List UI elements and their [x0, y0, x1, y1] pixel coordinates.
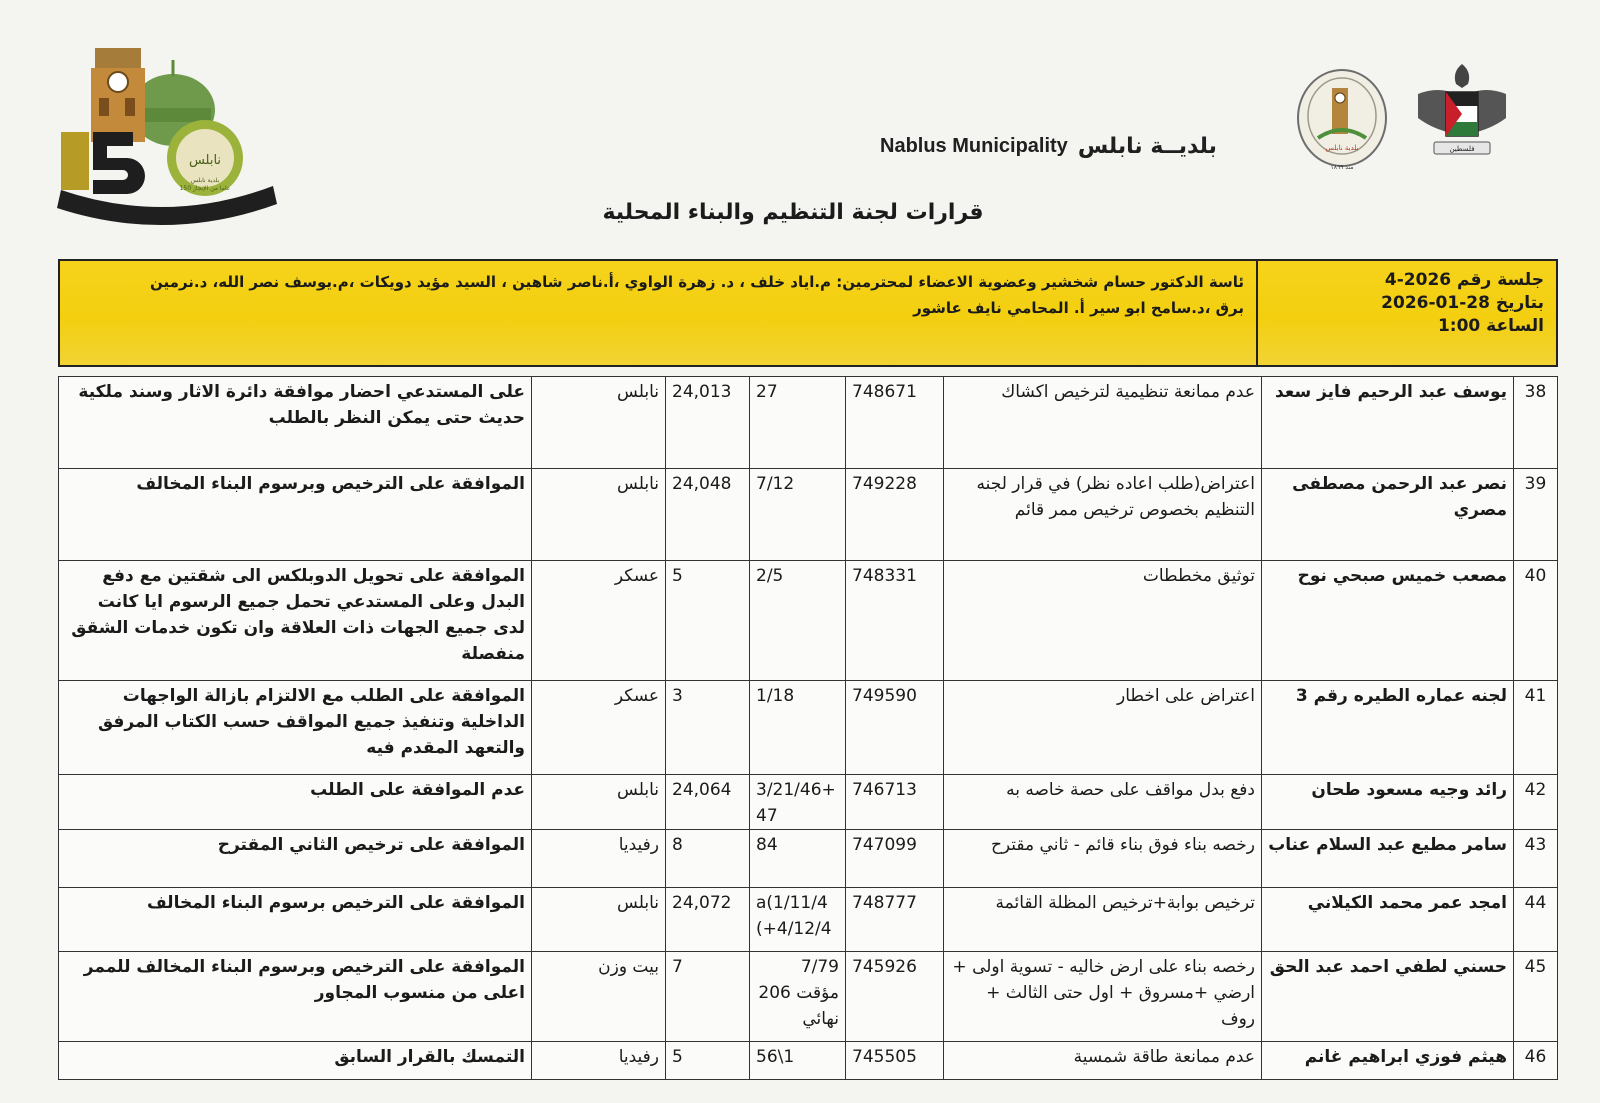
basin-number: 24,072: [666, 888, 750, 952]
session-date: بتاريخ 28-01-2026: [1381, 293, 1544, 313]
applicant-name: حسني لطفي احمد عبد الحق: [1262, 952, 1514, 1042]
session-number: جلسة رقم 2026-4: [1384, 270, 1544, 290]
file-number: 748671: [846, 377, 944, 469]
plot-number: 1/18: [750, 681, 846, 775]
request-type: عدم ممانعة طاقة شمسية: [944, 1042, 1262, 1080]
row-number: 43: [1514, 830, 1558, 888]
committee-decision: عدم الموافقة على الطلب: [59, 775, 532, 830]
seal-text: بلدية نابلس: [1325, 144, 1359, 152]
municipality-name-ar: بلديــة نابلس: [1077, 133, 1217, 159]
file-number: 747099: [846, 830, 944, 888]
emblem-text: فلسطين: [1449, 145, 1475, 153]
committee-decision: الموافقة على الترخيص وبرسوم البناء المخالف: [59, 469, 532, 561]
area-name: نابلس: [532, 775, 666, 830]
decisions-table: [58, 376, 1558, 1080]
file-number: 748777: [846, 888, 944, 952]
municipality-name: [880, 126, 1300, 166]
applicant-name: لجنه عماره الطيره رقم 3: [1262, 681, 1514, 775]
row-number: 38: [1514, 377, 1558, 469]
basin-number: 24,048: [666, 469, 750, 561]
applicant-name: مصعب خميس صبحي نوح: [1262, 561, 1514, 681]
applicant-name: يوسف عبد الرحيم فايز سعد: [1262, 377, 1514, 469]
request-type: توثيق مخططات: [944, 561, 1262, 681]
table-row: [59, 377, 1558, 469]
area-name: نابلس: [532, 469, 666, 561]
table-row: [59, 952, 1558, 1042]
municipality-name-en: Nablus Municipality: [880, 134, 1068, 157]
area-name: رفيديا: [532, 830, 666, 888]
file-number: 745505: [846, 1042, 944, 1080]
basin-number: 5: [666, 561, 750, 681]
table-row: [59, 888, 1558, 952]
plot-number: 7/79 مؤقت 206 نهائي: [750, 952, 846, 1042]
row-number: 45: [1514, 952, 1558, 1042]
logo-150-caption-1: بلدية نابلس: [190, 177, 220, 184]
basin-number: 7: [666, 952, 750, 1042]
applicant-name: هيثم فوزي ابراهيم غانم: [1262, 1042, 1514, 1080]
file-number: 749590: [846, 681, 944, 775]
committee-decision: الموافقة على الطلب مع الالتزام بازالة الواجهات الداخلية وتنفيذ جميع المواقف حسب الكتاب المرفق والتعهد المقدم فيه: [59, 681, 532, 775]
row-number: 42: [1514, 775, 1558, 830]
plot-number: 7/12: [750, 469, 846, 561]
plot-number: 3/21/46+ 47: [750, 775, 846, 830]
committee-decision: الموافقة على ترخيص الثاني المقترح: [59, 830, 532, 888]
file-number: 748331: [846, 561, 944, 681]
row-number: 40: [1514, 561, 1558, 681]
session-time: الساعة 1:00: [1437, 316, 1544, 336]
request-type: رخصه بناء على ارض خاليه - تسوية اولى + ارضي +مسروق + اول حتى الثالث + روف: [944, 952, 1262, 1042]
applicant-name: امجد عمر محمد الكيلاني: [1262, 888, 1514, 952]
committee-decision: الموافقة على الترخيص برسوم البناء المخالف: [59, 888, 532, 952]
file-number: 746713: [846, 775, 944, 830]
session-members-line-1: ئاسة الدكتور حسام شخشير وعضوية الاعضاء لمحترمين: م.اياد خلف ، د. زهرة الواوي ،أ.ناصر شاهين ، السيد مؤيد دويكات ،م.يوسف نصر الله، د.نرمين: [150, 273, 1244, 291]
basin-number: 24,013: [666, 377, 750, 469]
page-title: قرارات لجنة التنظيم والبناء المحلية: [602, 200, 984, 225]
basin-number: 8: [666, 830, 750, 888]
area-name: عسكر: [532, 681, 666, 775]
table-row: [59, 469, 1558, 561]
session-info: [58, 259, 1558, 367]
request-type: اعتراض على اخطار: [944, 681, 1262, 775]
committee-decision: الموافقة على الترخيص وبرسوم البناء المخالف للممر اعلى من منسوب المجاور: [59, 952, 532, 1042]
applicant-name: سامر مطيع عبد السلام عناب: [1262, 830, 1514, 888]
committee-decision: التمسك بالقرار السابق: [59, 1042, 532, 1080]
palestine-eagle-emblem-icon: [1410, 60, 1514, 160]
row-number: 44: [1514, 888, 1558, 952]
area-name: بيت وزن: [532, 952, 666, 1042]
plot-number: a(1/11/4 (+4/12/4: [750, 888, 846, 952]
table-row: [59, 1042, 1558, 1080]
applicant-name: نصر عبد الرحمن مصطفى مصري: [1262, 469, 1514, 561]
area-name: عسكر: [532, 561, 666, 681]
logo-150-title: نابلس: [188, 153, 222, 168]
request-type: دفع بدل مواقف على حصة خاصه به: [944, 775, 1262, 830]
nablus-150-logo: [55, 40, 280, 230]
logo-150-caption-2: 150 عاما من الإنجاز: [179, 185, 231, 192]
session-meta: [1256, 261, 1556, 365]
applicant-name: رائد وجيه مسعود طحان: [1262, 775, 1514, 830]
basin-number: 5: [666, 1042, 750, 1080]
committee-decision: الموافقة على تحويل الدوبلكس الى شقتين مع دفع البدل وعلى المستدعي تحمل جميع الرسوم ايا كانت لدى جميع الجهات ذات العلاقة وان تكون خدمات الشقق منفصلة: [59, 561, 532, 681]
table-row: [59, 561, 1558, 681]
area-name: نابلس: [532, 377, 666, 469]
row-number: 39: [1514, 469, 1558, 561]
area-name: رفيديا: [532, 1042, 666, 1080]
file-number: 745926: [846, 952, 944, 1042]
basin-number: 3: [666, 681, 750, 775]
request-type: رخصه بناء فوق بناء قائم - ثاني مقترح: [944, 830, 1262, 888]
request-type: اعتراض(طلب اعاده نظر) في قرار لجنه التنظيم بخصوص ترخيص ممر قائم: [944, 469, 1262, 561]
table-row: [59, 775, 1558, 830]
plot-number: 2/5: [750, 561, 846, 681]
area-name: نابلس: [532, 888, 666, 952]
request-type: ترخيص بوابة+ترخيص المظلة القائمة: [944, 888, 1262, 952]
request-type: عدم ممانعة تنظيمية لترخيص اكشاك: [944, 377, 1262, 469]
table-row: [59, 681, 1558, 775]
nablus-seal-icon: [1294, 66, 1390, 174]
row-number: 46: [1514, 1042, 1558, 1080]
seal-year: منذ ١٨٦٩: [1330, 164, 1354, 171]
plot-number: 84: [750, 830, 846, 888]
plot-number: 56\1: [750, 1042, 846, 1080]
plot-number: 27: [750, 377, 846, 469]
basin-number: 24,064: [666, 775, 750, 830]
document-header: [0, 0, 1600, 225]
row-number: 41: [1514, 681, 1558, 775]
session-members: [60, 261, 1256, 365]
session-members-line-2: برق ،د.سامح ابو سير أ. المحامي نايف عاشور: [913, 299, 1244, 317]
file-number: 749228: [846, 469, 944, 561]
committee-decision: على المستدعي احضار موافقة دائرة الاثار وسند ملكية حديث حتى يمكن النظر بالطلب: [59, 377, 532, 469]
table-row: [59, 830, 1558, 888]
